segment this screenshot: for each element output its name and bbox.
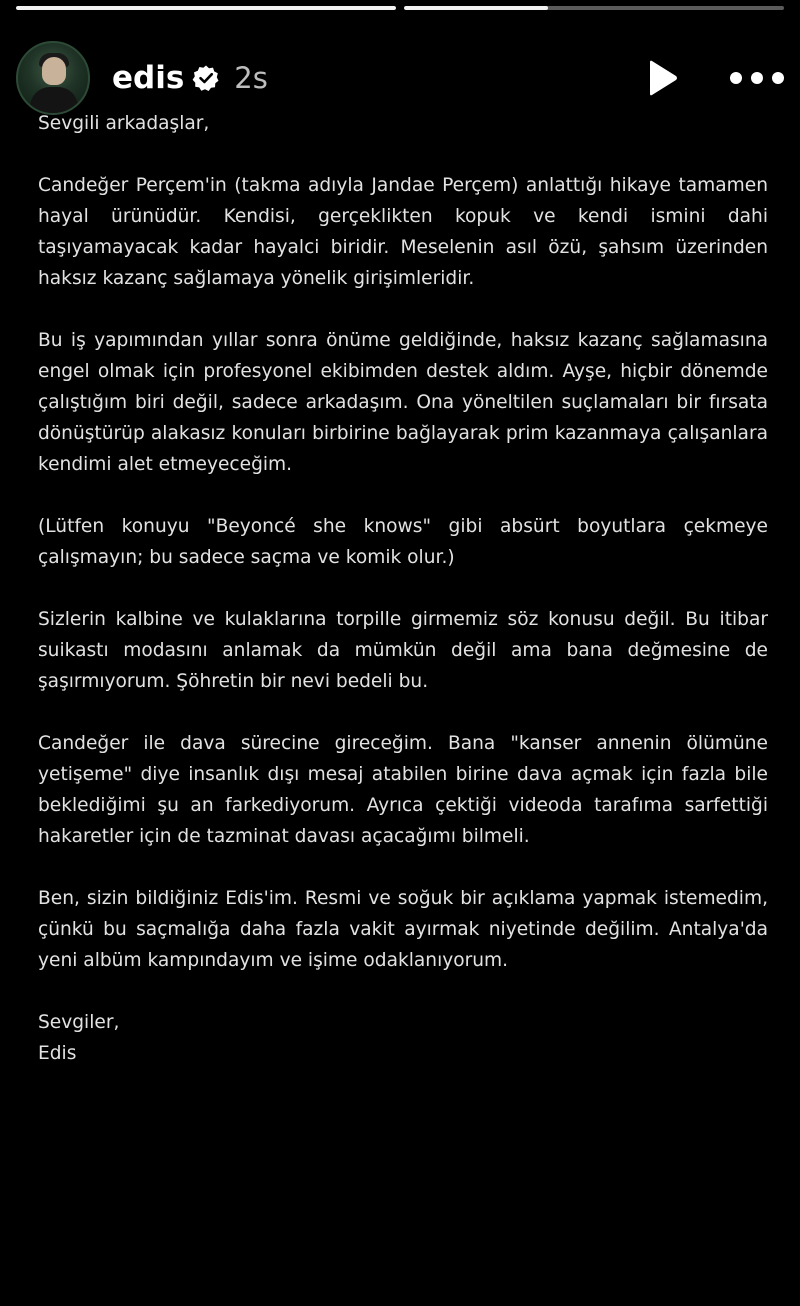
story-progress-fill xyxy=(404,6,548,10)
letter-paragraph: Bu iş yapımından yıllar sonra önüme geldiğinde, haksız kazanç sağlamasına engel olmak için profesyonel ekibimden destek aldım. Ayşe, hiçbir dönemde çalıştığım biri değil, sadece arkadaşım. Ona yöneltilen suçlamaları bir fırsata dönüştürüp alakasız konuları birbirine bağlayarak prim kazanmaya çalışanlara kendimi alet etmeyeceğim. xyxy=(38,330,768,475)
letter-closing: Sevgiler, xyxy=(38,1012,120,1033)
letter-paragraph: (Lütfen konuyu "Beyoncé she knows" gibi absürt boyutlara çekmeye çalışmayın; bu sadece saçma ve komik olur.) xyxy=(38,516,768,568)
letter-greeting: Sevgili arkadaşlar, xyxy=(38,113,210,134)
username[interactable]: edis xyxy=(112,60,185,96)
more-options-icon[interactable] xyxy=(730,71,784,85)
story-header xyxy=(16,40,784,116)
post-time: 2s xyxy=(234,61,268,95)
letter-paragraph: Candeğer ile dava sürecine gireceğim. Bana "kanser annenin ölümüne yetişeme" diye insanlık dışı mesaj atabilen birine dava açmak için fazla bile beklediğimi şu an farkediyorum. Ayrıca çektiği videoda tarafıma sarfettiği hakaretler için de tazminat davası açacağımı bilmeli. xyxy=(38,733,768,847)
story-progress-segment xyxy=(16,6,396,10)
letter-signature: Edis xyxy=(38,1043,77,1064)
story-progress-fill xyxy=(16,6,396,10)
letter-paragraph: Ben, sizin bildiğiniz Edis'im. Resmi ve soğuk bir açıklama yapmak istemedim, çünkü bu saçmalığa daha fazla vakit ayırmak niyetinde değilim. Antalya'da yeni albüm kampındayım ve işime odaklanıyorum. xyxy=(38,888,768,971)
statement-letter xyxy=(38,108,768,1069)
story-progress-segment xyxy=(404,6,784,10)
verified-badge-icon xyxy=(192,64,220,92)
letter-paragraph: Candeğer Perçem'in (takma adıyla Jandae Perçem) anlattığı hikaye tamamen hayal ürünüdür. Kendisi, gerçeklikten kopuk ve kendi ismini dahi taşıyamayacak kadar hayalci biridir. Meselenin asıl özü, şahsım üzerinden haksız kazanç sağlamaya yönelik girişimleridir. xyxy=(38,175,768,289)
story-progress-bar xyxy=(16,6,784,10)
avatar[interactable] xyxy=(16,41,90,115)
play-icon[interactable] xyxy=(642,58,682,98)
letter-paragraph: Sizlerin kalbine ve kulaklarına torpille girmemiz söz konusu değil. Bu itibar suikastı modasını anlamak da mümkün değil ama bana değmesine de şaşırmıyorum. Şöhretin bir nevi bedeli bu. xyxy=(38,609,768,692)
